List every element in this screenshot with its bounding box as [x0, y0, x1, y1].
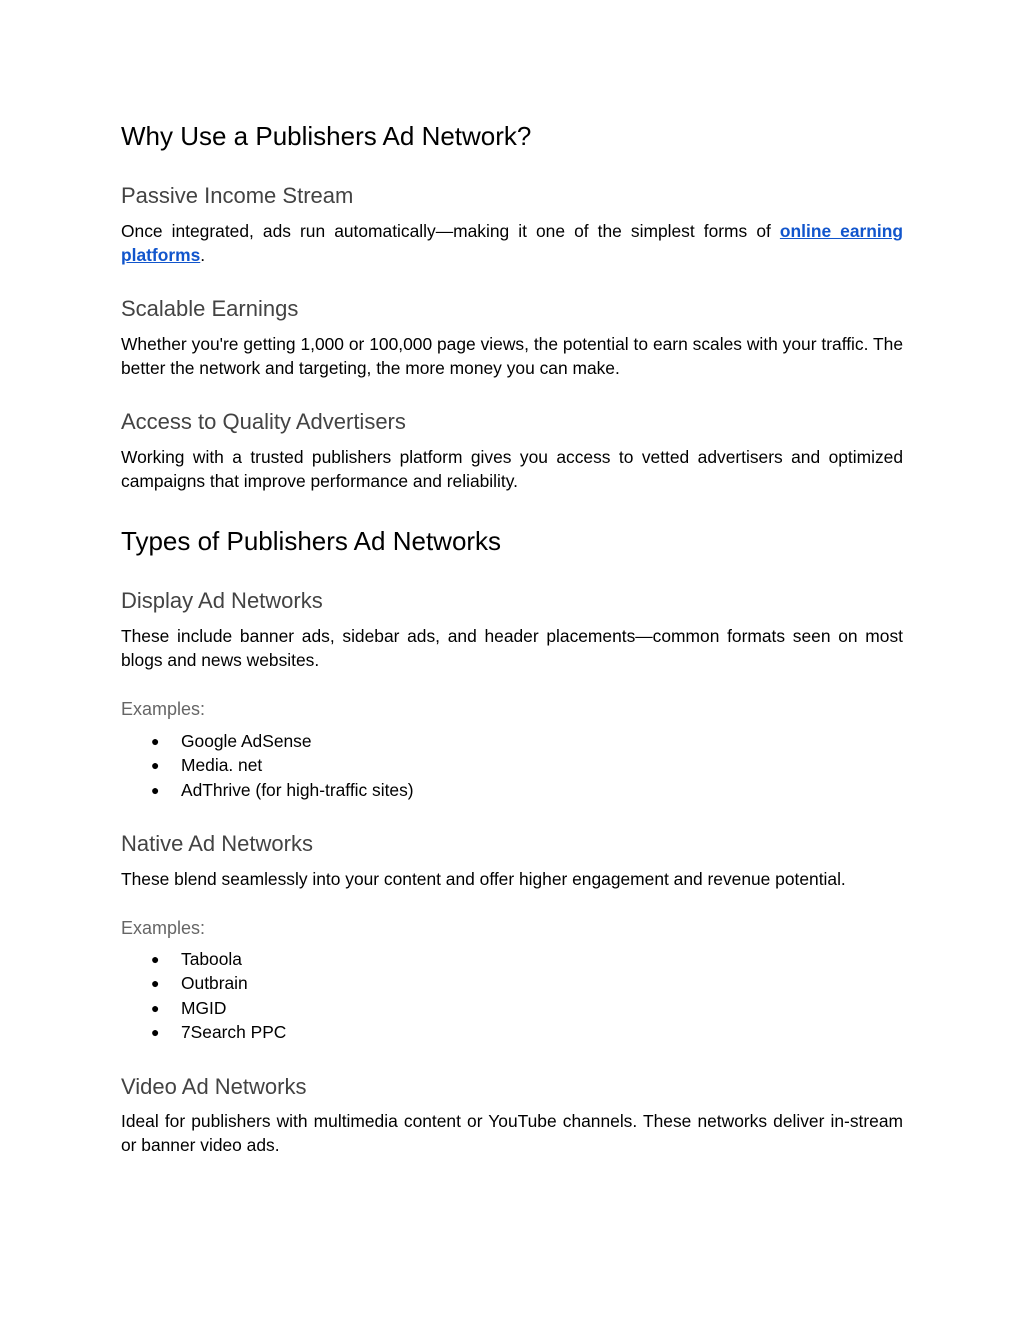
examples-list-native [121, 947, 286, 1044]
paragraph-quality-advertisers: Working with a trusted publishers platform gives you access to vetted advertisers and optimized campaigns that improve performance and reliability. [121, 447, 903, 492]
bullet-icon: ● [151, 733, 160, 749]
examples-label-native: Examples: [121, 918, 206, 938]
bullet-icon: ● [151, 975, 160, 992]
list-item: ● Google AdSense [121, 729, 414, 753]
heading-passive-income: Passive Income Stream [121, 183, 354, 208]
list-item: ● MGID [121, 996, 286, 1020]
heading-video-ad-networks: Video Ad Networks [121, 1074, 307, 1099]
heading-quality-advertisers: Access to Quality Advertisers [121, 409, 406, 434]
passive-text-after: . [200, 245, 206, 266]
bullet-icon: ● [151, 999, 160, 1016]
bullet-icon: ● [151, 951, 160, 967]
section-title-types: Types of Publishers Ad Networks [121, 526, 502, 556]
heading-native-ad-networks: Native Ad Networks [121, 831, 313, 856]
list-item: ● Media. net [121, 753, 414, 777]
list-item: ● Taboola [121, 947, 286, 971]
section-title-why: Why Use a Publishers Ad Network? [121, 121, 532, 151]
heading-scalable-earnings: Scalable Earnings [121, 296, 299, 321]
heading-display-ad-networks: Display Ad Networks [121, 588, 323, 613]
list-item: ● 7Search PPC [121, 1020, 286, 1044]
list-item: ● AdThrive (for high-traffic sites) [121, 778, 414, 802]
paragraph-passive-income [121, 219, 903, 268]
bullet-icon: ● [151, 1023, 160, 1040]
paragraph-native-ad-networks: These blend seamlessly into your content and offer higher engagement and revenue potential. [121, 869, 846, 889]
link-online-earning-platforms[interactable]: online earning platforms [121, 221, 903, 266]
examples-label-display: Examples: [121, 699, 206, 719]
bullet-icon: ● [151, 781, 160, 798]
examples-list-display [121, 729, 414, 802]
passive-text-before: Once integrated, ads run automatically—making it one of the simplest forms of [121, 221, 780, 241]
list-item: ● Outbrain [121, 971, 286, 995]
paragraph-video-ad-networks: Ideal for publishers with multimedia content or YouTube channels. These networks deliver in-stream or banner video ads. [121, 1111, 903, 1156]
paragraph-display-ad-networks: These include banner ads, sidebar ads, and header placements—common formats seen on most blogs and news websites. [121, 626, 903, 671]
paragraph-scalable-earnings: Whether you're getting 1,000 or 100,000 page views, the potential to earn scales with your traffic. The better the network and targeting, the more money you can make. [121, 334, 903, 379]
bullet-icon: ● [151, 757, 160, 774]
